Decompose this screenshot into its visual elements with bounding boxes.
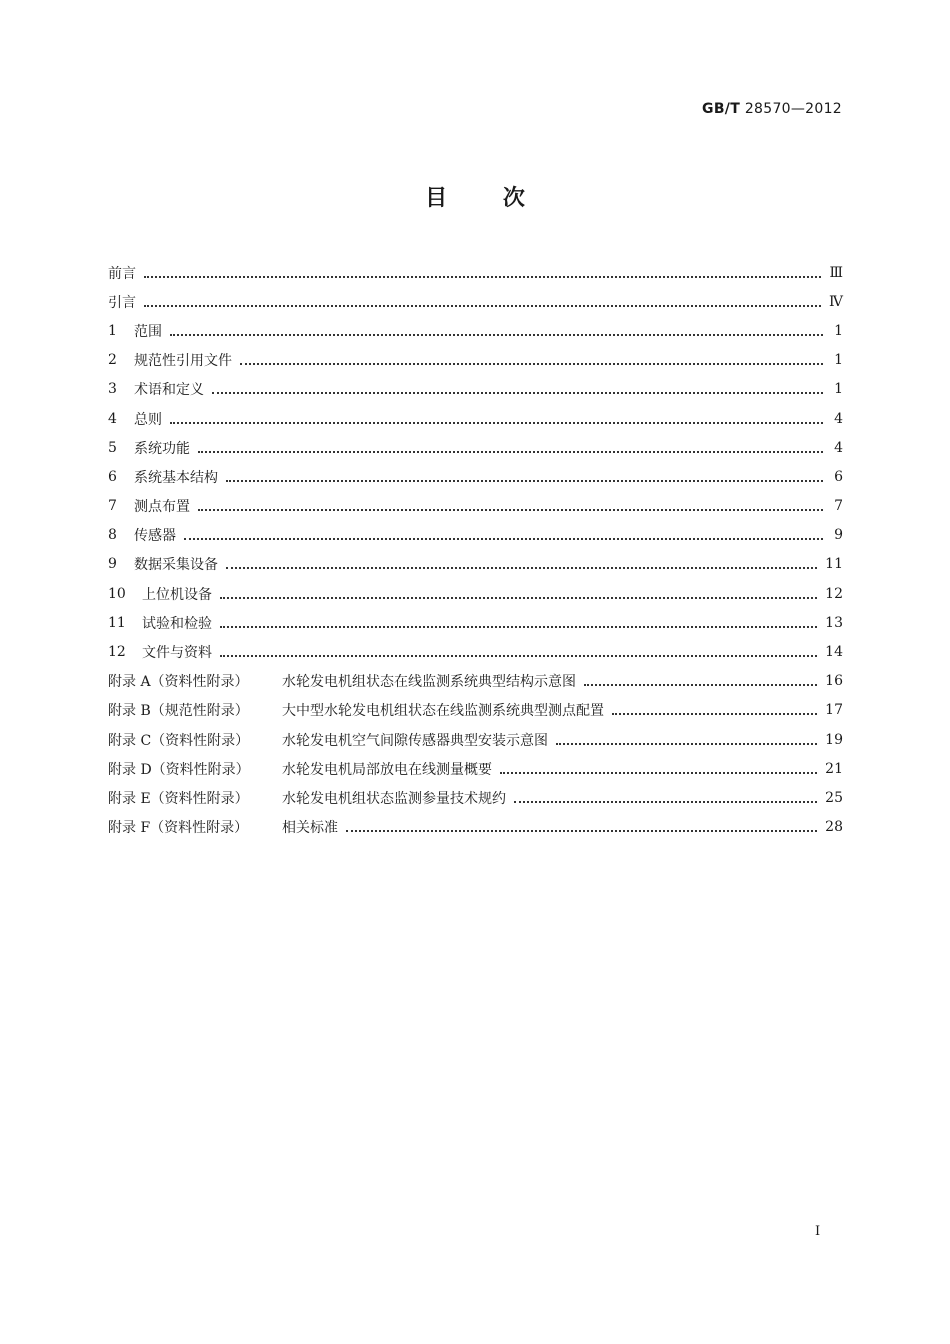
toc-entry-number: 3 — [108, 381, 117, 398]
toc-entry-preface[interactable] — [108, 258, 843, 287]
toc-entry-8[interactable] — [108, 521, 843, 550]
toc-entry-4[interactable] — [108, 404, 843, 433]
toc-entry-page: Ⅲ — [829, 264, 843, 281]
toc-entry-11[interactable] — [108, 608, 843, 637]
dot-leader — [144, 291, 821, 307]
toc-appendix-d[interactable] — [108, 754, 843, 783]
dot-leader — [240, 349, 823, 365]
toc-entry-page: 12 — [825, 585, 843, 602]
appendix-label: 水轮发电机局部放电在线测量概要 — [282, 761, 492, 778]
toc-entry-number: 4 — [108, 410, 117, 427]
toc-entry-label: 文件与资料 — [142, 645, 212, 662]
toc-entry-label: 数据采集设备 — [134, 557, 218, 574]
dot-leader — [226, 466, 823, 482]
toc-entry-10[interactable] — [108, 579, 843, 608]
dot-leader — [170, 320, 823, 336]
table-of-contents — [108, 258, 843, 842]
toc-entry-page: 11 — [825, 556, 843, 573]
toc-entry-page: 6 — [834, 468, 843, 485]
dot-leader — [514, 787, 817, 803]
appendix-page: 19 — [825, 731, 843, 748]
toc-entry-label: 术语和定义 — [134, 382, 204, 399]
appendix-page: 28 — [825, 819, 843, 836]
appendix-page: 25 — [825, 789, 843, 806]
toc-entry-label: 系统基本结构 — [134, 469, 218, 486]
toc-entry-label: 系统功能 — [134, 440, 190, 457]
toc-entry-label: 前言 — [108, 265, 136, 282]
appendix-label: 水轮发电机组状态在线监测系统典型结构示意图 — [282, 674, 576, 691]
toc-entry-page: 4 — [834, 410, 843, 427]
toc-entry-page: 9 — [834, 527, 843, 544]
dot-leader — [198, 437, 823, 453]
dot-leader — [346, 816, 817, 832]
dot-leader — [198, 495, 823, 511]
standard-prefix: GB/T — [702, 101, 741, 117]
toc-entry-label: 测点布置 — [134, 499, 190, 516]
toc-entry-label: 引言 — [108, 294, 136, 311]
toc-entry-page: 4 — [834, 439, 843, 456]
dot-leader — [170, 408, 823, 424]
dot-leader — [220, 583, 817, 599]
title-char-1: 目 — [425, 186, 448, 211]
page-title — [0, 181, 950, 212]
appendix-page: 16 — [825, 673, 843, 690]
appendix-page: 21 — [825, 760, 843, 777]
toc-entry-6[interactable] — [108, 462, 843, 491]
toc-entry-number: 8 — [108, 527, 117, 544]
toc-entry-number: 1 — [108, 322, 117, 339]
dot-leader — [220, 641, 817, 657]
toc-entry-page: 7 — [834, 498, 843, 515]
toc-entry-label: 规范性引用文件 — [134, 353, 232, 370]
toc-appendix-e[interactable] — [108, 783, 843, 812]
toc-entry-12[interactable] — [108, 637, 843, 666]
dot-leader — [184, 524, 823, 540]
appendix-tag: 附录 F（资料性附录） — [108, 820, 249, 837]
dot-leader — [500, 758, 817, 774]
toc-entry-number: 7 — [108, 498, 117, 515]
toc-appendix-b[interactable] — [108, 696, 843, 725]
toc-entry-label: 上位机设备 — [142, 586, 212, 603]
toc-entry-number: 6 — [108, 468, 117, 485]
toc-entry-page: 1 — [834, 352, 843, 369]
standard-number: 28570—2012 — [744, 101, 842, 117]
toc-entry-7[interactable] — [108, 492, 843, 521]
appendix-tag: 附录 A（资料性附录） — [108, 674, 249, 691]
toc-entry-number: 5 — [108, 439, 117, 456]
toc-entry-label: 试验和检验 — [142, 615, 212, 632]
dot-leader — [220, 612, 817, 628]
toc-entry-label: 总则 — [134, 411, 162, 428]
document-code — [702, 101, 842, 117]
toc-entry-page: 1 — [834, 322, 843, 339]
toc-entry-2[interactable] — [108, 346, 843, 375]
toc-entry-number: 9 — [108, 556, 117, 573]
toc-entry-label: 传感器 — [134, 528, 176, 545]
toc-entry-5[interactable] — [108, 433, 843, 462]
appendix-tag: 附录 B（规范性附录） — [108, 703, 249, 720]
dot-leader — [584, 670, 817, 686]
appendix-label: 水轮发电机空气间隙传感器典型安装示意图 — [282, 732, 548, 749]
dot-leader — [212, 378, 823, 394]
appendix-page: 17 — [825, 702, 843, 719]
toc-appendix-a[interactable] — [108, 667, 843, 696]
appendix-tag: 附录 E（资料性附录） — [108, 790, 249, 807]
dot-leader — [612, 699, 817, 715]
toc-entry-1[interactable] — [108, 316, 843, 345]
toc-entry-introduction[interactable] — [108, 287, 843, 316]
page-number: Ⅰ — [815, 1224, 821, 1239]
dot-leader — [226, 553, 817, 569]
toc-entry-page: 14 — [825, 644, 843, 661]
toc-entry-page: 1 — [834, 381, 843, 398]
dot-leader — [144, 262, 821, 278]
toc-entry-3[interactable] — [108, 375, 843, 404]
dot-leader — [556, 729, 817, 745]
title-char-2: 次 — [502, 186, 525, 211]
toc-entry-number: 12 — [108, 644, 126, 661]
toc-entry-number: 11 — [108, 614, 126, 631]
appendix-tag: 附录 C（资料性附录） — [108, 732, 250, 749]
appendix-label: 水轮发电机组状态监测参量技术规约 — [282, 790, 506, 807]
toc-entry-label: 范围 — [134, 323, 162, 340]
appendix-tag: 附录 D（资料性附录） — [108, 761, 250, 778]
toc-appendix-f[interactable] — [108, 813, 843, 842]
toc-entry-number: 2 — [108, 352, 117, 369]
toc-entry-number: 10 — [108, 585, 126, 602]
toc-entry-9[interactable] — [108, 550, 843, 579]
appendix-label: 相关标准 — [282, 820, 338, 837]
toc-appendix-c[interactable] — [108, 725, 843, 754]
toc-entry-page: Ⅳ — [829, 293, 843, 310]
toc-entry-page: 13 — [825, 614, 843, 631]
appendix-label: 大中型水轮发电机组状态在线监测系统典型测点配置 — [282, 703, 604, 720]
